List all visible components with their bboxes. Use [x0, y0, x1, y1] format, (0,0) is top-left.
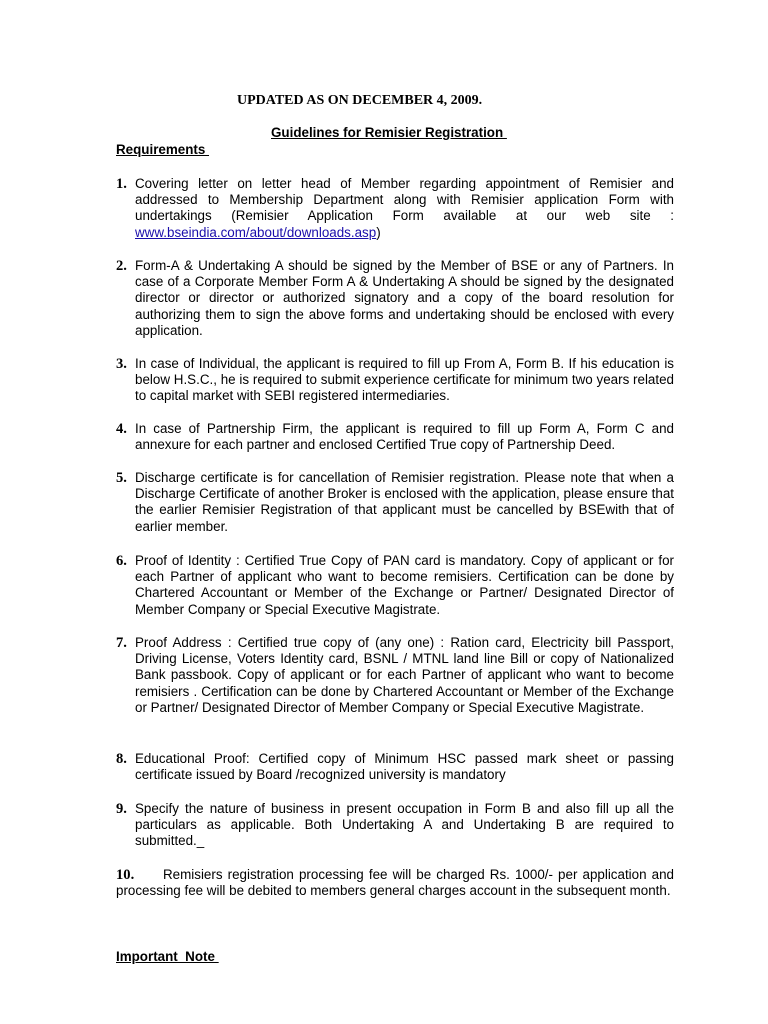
item-number: 8. — [116, 751, 127, 767]
item-text: Covering letter on letter head of Member regarding appointment of Remisier and addressed to Membership Department along with Remisier application Form with undertakings (Remisier Application Form available at our web site : www.bseindia.com/about/downloads.asp) — [135, 176, 674, 240]
item-text: Educational Proof: Certified copy of Minimum HSC passed mark sheet or passing certificate issued by Board /recognized university is mandatory — [135, 751, 674, 783]
downloads-link[interactable]: www.bseindia.com/about/downloads.asp — [135, 224, 377, 240]
list-item-9 — [116, 801, 674, 850]
list-item-1 — [116, 176, 674, 241]
list-item-5 — [116, 470, 674, 535]
important-note-heading: Important Note — [116, 949, 219, 964]
list-item-3 — [116, 356, 674, 405]
item-number: 7. — [116, 635, 127, 651]
item-text: Proof of Identity : Certified True Copy of PAN card is mandatory. Copy of applicant or for each Partner of applicant who want to become remisiers. Certification can be done by Chartered Accountant or Member of the Exchange or Partner/ Designated Director of Member Company or Special Executive Magistrate. — [135, 553, 674, 617]
list-item-4 — [116, 421, 674, 453]
item-number: 5. — [116, 470, 127, 486]
item-text: Remisiers registration processing fee will be charged Rs. 1000/- per application and processing fee will be debited to members general charges account in the subsequent month. — [116, 867, 674, 899]
list-item-10 — [116, 867, 674, 899]
list-item-8 — [116, 751, 674, 783]
item-number: 9. — [116, 801, 127, 817]
updated-date-heading: UPDATED AS ON DECEMBER 4, 2009. — [237, 93, 483, 108]
item-text: Specify the nature of business in present occupation in Form B and also fill up all the particulars as applicable. Both Undertaking A and Undertaking B are required to submitted._ — [135, 801, 674, 849]
item-number: 10. — [116, 867, 135, 883]
item-text: Proof Address : Certified true copy of (any one) : Ration card, Electricity bill Passport, Driving License, Voters Identity card, BSNL / MTNL land line Bill or copy of Nationalized Bank passbook. Copy of applicant or for each Partner of applicant who want to become remisiers . Certification can be done by Chartered Accountant or Member of the Exchange or Partner/ Designated Director of Member Company or Special Executive Magistrate. — [135, 635, 674, 715]
list-item-2 — [116, 258, 674, 339]
item-number: 4. — [116, 421, 127, 437]
item-number: 3. — [116, 356, 127, 372]
list-item-6 — [116, 553, 674, 618]
document-title: Guidelines for Remisier Registration — [271, 125, 507, 140]
item-text: In case of Partnership Firm, the applicant is required to fill up Form A, Form C and annexure for each partner and enclosed Certified True copy of Partnership Deed. — [135, 421, 674, 453]
requirements-heading: Requirements — [116, 142, 210, 157]
item-text: Discharge certificate is for cancellation of Remisier registration. Please note that when a Discharge Certificate of another Broker is enclosed with the application, please ensure that the earlier Remisier Registration of that applicant must be cancelled by BSEwith that of earlier member. — [135, 470, 674, 534]
item-number: 1. — [116, 176, 127, 192]
item-number: 6. — [116, 553, 127, 569]
list-item-7 — [116, 635, 674, 716]
item-number: 2. — [116, 258, 127, 274]
item-text: In case of Individual, the applicant is required to fill up From A, Form B. If his education is below H.S.C., he is required to submit experience certificate for minimum two years related to capital market with SEBI registered intermediaries. — [135, 356, 674, 404]
item-text: Form-A & Undertaking A should be signed by the Member of BSE or any of Partners. In case of a Corporate Member Form A & Undertaking A should be signed by the designated director or director or authorized signatory and a copy of the board resolution for authorizing them to sign the above forms and undertaking should be enclosed with every application. — [135, 258, 674, 338]
